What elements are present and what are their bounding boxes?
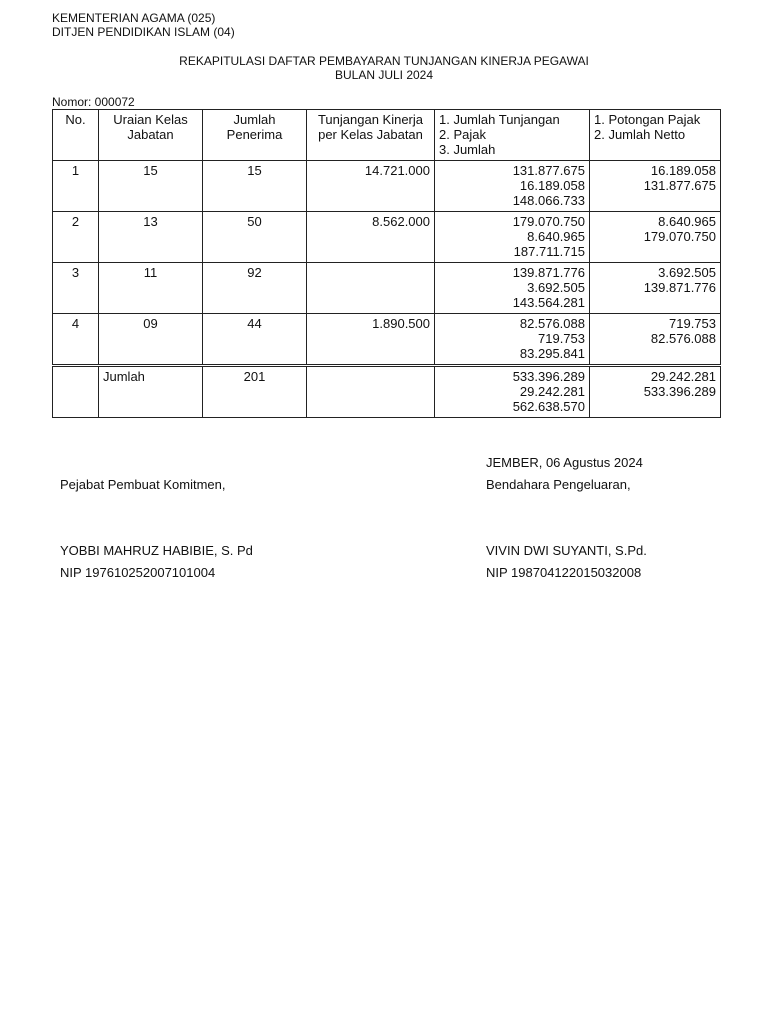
left-signer-role: Pejabat Pembuat Komitmen, <box>60 477 226 492</box>
cell-tunjangan <box>307 263 435 314</box>
table-row <box>53 212 721 263</box>
cell-no: 4 <box>53 314 99 366</box>
cell-tunjangan: 14.721.000 <box>307 161 435 212</box>
document-subtitle: BULAN JULI 2024 <box>334 68 434 82</box>
header-tunjangan: Tunjangan Kinerja per Kelas Jabatan <box>307 110 435 161</box>
cell-kelas: 09 <box>99 314 203 366</box>
table-total-row <box>53 366 721 418</box>
cell-total-label: Jumlah <box>99 366 203 418</box>
cell-total-penerima: 201 <box>203 366 307 418</box>
cell-kelas: 11 <box>99 263 203 314</box>
document-number: Nomor: 000072 <box>52 95 135 109</box>
cell-tunjangan: 8.562.000 <box>307 212 435 263</box>
cell-no: 2 <box>53 212 99 263</box>
cell-total-sum: 533.396.289 29.242.281 562.638.570 <box>435 366 590 418</box>
header-uraian: Uraian Kelas Jabatan <box>99 110 203 161</box>
left-signer-nip: NIP 197610252007101004 <box>60 565 216 580</box>
directorate-name: DITJEN PENDIDIKAN ISLAM (04) <box>52 25 235 39</box>
cell-kelas: 13 <box>99 212 203 263</box>
place-date: JEMBER, 06 Agustus 2024 <box>486 455 643 470</box>
cell-no: 1 <box>53 161 99 212</box>
right-signer-role: Bendahara Pengeluaran, <box>486 477 631 492</box>
cell-potongan: 719.753 82.576.088 <box>590 314 721 366</box>
right-signer-name: VIVIN DWI SUYANTI, S.Pd. <box>486 543 647 558</box>
cell-penerima: 50 <box>203 212 307 263</box>
cell-total-potongan: 29.242.281 533.396.289 <box>590 366 721 418</box>
cell-potongan: 3.692.505 139.871.776 <box>590 263 721 314</box>
table-row <box>53 263 721 314</box>
cell-no: 3 <box>53 263 99 314</box>
cell-penerima: 92 <box>203 263 307 314</box>
cell-penerima: 15 <box>203 161 307 212</box>
right-signer-nip: NIP 198704122015032008 <box>486 565 642 580</box>
header-total: 1. Jumlah Tunjangan 2. Pajak 3. Jumlah <box>435 110 590 161</box>
cell-kelas: 15 <box>99 161 203 212</box>
recap-table <box>52 109 721 418</box>
cell-potongan: 16.189.058 131.877.675 <box>590 161 721 212</box>
cell-tunjangan: 1.890.500 <box>307 314 435 366</box>
table-header-row <box>53 110 721 161</box>
cell-total: 179.070.750 8.640.965 187.711.715 <box>435 212 590 263</box>
ministry-name: KEMENTERIAN AGAMA (025) <box>52 11 216 25</box>
cell-potongan: 8.640.965 179.070.750 <box>590 212 721 263</box>
table-row <box>53 314 721 366</box>
cell-penerima: 44 <box>203 314 307 366</box>
header-no: No. <box>53 110 99 161</box>
cell-total: 82.576.088 719.753 83.295.841 <box>435 314 590 366</box>
cell-total: 139.871.776 3.692.505 143.564.281 <box>435 263 590 314</box>
cell-no-empty <box>53 366 99 418</box>
header-jumlah-penerima: Jumlah Penerima <box>203 110 307 161</box>
cell-tunjangan-empty <box>307 366 435 418</box>
document-title: REKAPITULASI DAFTAR PEMBAYARAN TUNJANGAN KINERJA PEGAWAI <box>179 54 589 68</box>
left-signer-name: YOBBI MAHRUZ HABIBIE, S. Pd <box>60 543 253 558</box>
cell-total: 131.877.675 16.189.058 148.066.733 <box>435 161 590 212</box>
header-potongan: 1. Potongan Pajak 2. Jumlah Netto <box>590 110 721 161</box>
table-row <box>53 161 721 212</box>
